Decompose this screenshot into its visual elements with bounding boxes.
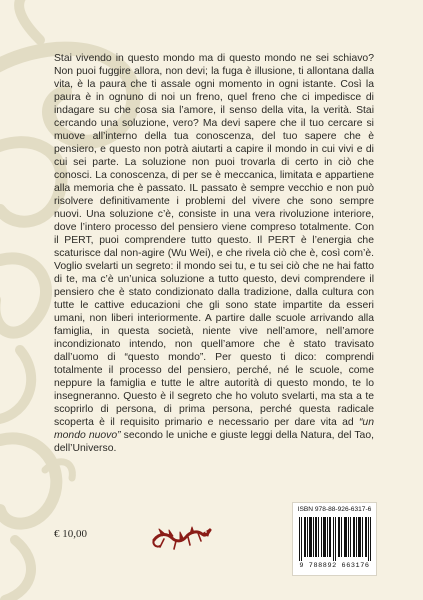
price-label: € 10,00 (54, 528, 87, 540)
barcode-icon (298, 517, 371, 561)
blurb-main-text: Stai vivendo in questo mondo ma di questo mondo ne sei schiavo? Non puoi fuggire allora, non devi; la fuga è illusione, ti allontana dalla vita, è la paura che ti assale ogni momento in ogni istante. Così la paura è in ognuno di noi un freno, quel freno che ci impedisce di indagare su che cosa sia l’amore, il senso della vita, la verità. Stai cercando una soluzione, vero? Ma devi sapere che il tuo cercare si muove all’interno della tua conoscenza, del tuo sapere che è pensiero, e questo non potrà aiutarti a capire il mondo in cui vivi e di cui sei parte. La soluzione non puoi trovarla di certo in ciò che conosci. La conoscenza, di per se è meccanica, limitata e appartiene alla memoria che è passato. IL passato è sempre vecchio e non può risolvere definitivamente i problemi del vivere che sono sempre nuovi. Una soluzione c’è, consiste in una vera rivoluzione interiore, dove l’intero processo del pensiero viene compreso totalmente. Con il PERT, puoi comprendere tutto questo. Il PERT è l’energia che scaturisce dal non-agire (Wu Wei), e che rivela ciò che è, così com’è. Voglio svelarti un segreto: il mondo sei tu, e tu sei ciò che ne hai fatto di te, ma c’è un’unica soluzione a tutto questo, devi comprendere il pensiero che è stato condizionato dalla tradizione, dalla cultura con tutte le cattive educazioni che gli sono state impartite da esseri umani, non liberi interiormente. A partire dalle scuole arrivando alla famiglia, in questa società, niente vive nell’amore, nell’amore incondizionato intendo, non quell’amore che è stato travisato dall’uomo di “questo mondo”. Per questo ti dico: comprendi totalmente il processo del pensiero, perché, né le scuole, come neppure la famiglia e tutte le altre autorità di questo mondo, te lo insegneranno. Questo è il segreto che ho voluto svelarti, ma sta a te scoprirlo di persona, di prima persona, perché questa radicale scoperta è il requisito primario e necessario per dare vita ad (54, 53, 374, 428)
isbn-label: ISBN 978-88-926-6317-6 (297, 506, 372, 513)
blurb-emphasis: “un mondo nuovo” (54, 417, 374, 441)
blurb-closing-text: secondo le uniche e giuste leggi della Natura, del Tao, dell’Universo. (54, 430, 374, 454)
dragon-logo-icon (150, 520, 214, 556)
blurb-paragraph (54, 52, 374, 455)
back-cover-blurb (54, 52, 374, 455)
isbn-barcode (292, 502, 377, 576)
barcode-digits: 9 788892 663176 (299, 562, 370, 570)
